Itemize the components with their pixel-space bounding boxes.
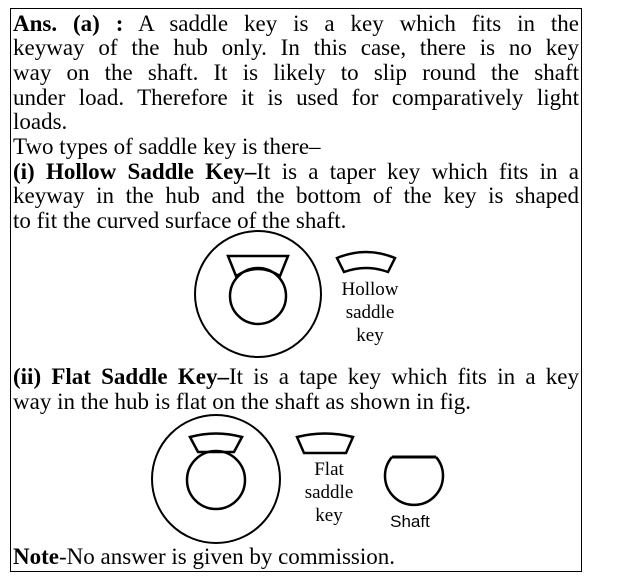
note-text: -No answer is given by commission. xyxy=(58,544,395,569)
types-intro: Two types of saddle key is there– xyxy=(13,134,321,159)
flat-key-detail xyxy=(297,434,353,454)
hollow-text-1: It is a taper key which fits in a xyxy=(256,159,579,184)
hollow-line-3: to fit the curved surface of the shaft. xyxy=(13,208,347,233)
flat-shaft-circle xyxy=(385,457,443,505)
shaft-circle-2 xyxy=(187,451,245,509)
answer-line-3: way on the shaft. It is likely to slip round the shaft xyxy=(13,60,579,85)
note-line xyxy=(13,545,579,570)
flat-label-3: key xyxy=(315,505,343,526)
answer-lead: Ans. (a) : xyxy=(13,11,124,36)
flat-line-2: way in the hub is flat on the shaft as shown in fig. xyxy=(13,389,472,414)
hollow-heading: (i) Hollow Saddle Key– xyxy=(13,159,257,184)
flat-text-1: It is a tape key which fits in a key xyxy=(228,364,579,389)
note-label: Note xyxy=(13,544,59,569)
hollow-label-3: key xyxy=(356,325,384,346)
answer-line-5: loads. xyxy=(13,109,68,134)
hollow-label-2: saddle xyxy=(345,302,395,323)
flat-label-1: Flat xyxy=(314,459,344,480)
answer-line-2: keyway of the hub only. In this case, there is no key xyxy=(13,35,579,60)
hollow-label-1: Hollow xyxy=(341,279,399,300)
flat-key-in-hub xyxy=(190,434,242,453)
flat-heading: (ii) Flat Saddle Key– xyxy=(13,364,229,389)
answer-line-4: under load. Therefore it is used for comparatively light xyxy=(13,85,579,110)
shaft-label: Shaft xyxy=(390,512,430,531)
flat-label-2: saddle xyxy=(304,482,354,503)
answer-text-1: A saddle key is a key which fits in the xyxy=(138,11,579,36)
hollow-line-2: keyway in the hub and the bottom of the key is shaped xyxy=(13,183,579,208)
